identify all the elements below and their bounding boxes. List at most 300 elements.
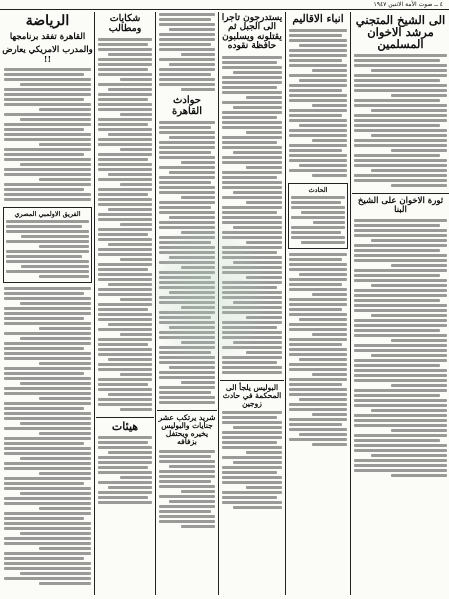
text-line: [354, 219, 447, 222]
text-line: [222, 471, 277, 474]
text-line: [169, 171, 215, 174]
text-line: [4, 352, 91, 355]
cairo-top-body: [157, 12, 217, 94]
text-line: [98, 123, 148, 126]
text-line: [98, 128, 152, 131]
text-line: [6, 240, 89, 243]
text-line: [289, 59, 342, 62]
text-line: [159, 460, 215, 463]
text-line: [222, 281, 282, 284]
text-line: [159, 311, 215, 314]
text-line: [6, 220, 89, 223]
text-line: [233, 261, 282, 264]
text-line: [98, 253, 152, 256]
text-line: [354, 164, 447, 167]
text-line: [98, 203, 152, 206]
text-line: [289, 298, 347, 301]
text-line: [289, 328, 347, 331]
text-line: [169, 465, 215, 468]
text-line: [291, 216, 345, 219]
text-line: [4, 427, 91, 430]
text-line: [313, 221, 345, 224]
text-line: [20, 382, 91, 385]
text-line: [222, 231, 282, 234]
text-line: [354, 224, 440, 227]
text-line: [108, 486, 152, 489]
text-line: [159, 356, 215, 359]
text-line: [289, 388, 347, 391]
text-line: [354, 54, 447, 57]
text-line: [222, 251, 277, 254]
text-line: [291, 201, 341, 204]
text-line: [4, 542, 91, 545]
text-line: [354, 364, 440, 367]
text-line: [120, 113, 152, 116]
column-rule: [285, 12, 286, 595]
text-line: [391, 339, 447, 342]
headline-bodies: هيئات: [111, 419, 139, 433]
text-line: [289, 149, 342, 152]
text-line: [222, 211, 277, 214]
text-line: [246, 351, 282, 354]
text-line: [98, 38, 152, 41]
text-line: [371, 239, 447, 242]
text-line: [159, 276, 211, 279]
text-line: [354, 269, 447, 272]
text-line: [98, 218, 152, 221]
text-line: [222, 81, 282, 84]
text-line: [6, 255, 82, 258]
text-line: [312, 69, 347, 72]
text-line: [98, 496, 148, 499]
text-line: [108, 451, 152, 454]
text-line: [98, 73, 152, 76]
text-line: [301, 211, 345, 214]
text-line: [354, 174, 447, 177]
text-line: [98, 43, 148, 46]
text-line: [222, 371, 282, 374]
text-line: [289, 89, 342, 92]
text-line: [354, 349, 447, 352]
text-line: [222, 466, 282, 469]
text-line: [246, 96, 282, 99]
text-line: [233, 461, 282, 464]
text-line: [222, 186, 282, 189]
text-line: [98, 501, 152, 504]
article-body-2: [352, 218, 449, 480]
text-line: [169, 326, 215, 329]
text-line: [6, 260, 89, 263]
text-line: [98, 278, 152, 281]
text-line: [222, 86, 277, 89]
text-line: [222, 126, 282, 129]
text-line: [299, 398, 347, 401]
text-line: [159, 156, 215, 159]
text-line: [222, 121, 282, 124]
headline-provinces: انباء الاقاليم: [292, 13, 344, 25]
text-line: [181, 88, 215, 91]
text-line: [98, 293, 152, 296]
text-line: [98, 353, 152, 356]
text-line: [222, 136, 282, 139]
text-line: [289, 368, 347, 371]
text-line: [354, 309, 447, 312]
text-line: [222, 336, 282, 339]
text-line: [39, 327, 91, 330]
text-line: [39, 432, 91, 435]
text-line: [159, 480, 211, 483]
text-line: [98, 446, 152, 449]
text-line: [4, 287, 91, 290]
text-line: [4, 577, 91, 580]
text-line: [222, 171, 282, 174]
text-line: [354, 344, 447, 347]
text-line: [4, 93, 91, 96]
text-line: [98, 288, 152, 291]
subhead-cairo-program: القاهرة تفقد برنامجها: [9, 31, 86, 42]
text-line: [222, 246, 282, 249]
text-line: [159, 296, 215, 299]
text-line: [4, 148, 91, 151]
text-line: [354, 424, 447, 427]
text-line: [233, 106, 282, 109]
text-line: [159, 206, 211, 209]
text-line: [291, 236, 345, 239]
text-line: [289, 64, 347, 67]
text-line: [159, 23, 215, 26]
column-sports: [2, 12, 93, 595]
text-line: [4, 342, 91, 345]
text-line: [354, 389, 447, 392]
text-line: [159, 401, 215, 404]
headline-sports: الرياضة: [25, 13, 70, 29]
text-line: [120, 476, 152, 479]
text-line: [181, 231, 215, 234]
text-line: [354, 249, 440, 252]
text-line: [289, 283, 342, 286]
column-merchant: [220, 12, 284, 595]
text-line: [39, 507, 91, 510]
text-line: [354, 374, 447, 377]
text-line: [354, 254, 447, 257]
text-line: [108, 323, 152, 326]
text-line: [4, 557, 84, 560]
text-line: [159, 286, 215, 289]
text-line: [371, 454, 447, 457]
text-line: [159, 236, 215, 239]
text-line: [108, 133, 152, 136]
text-line: [159, 510, 211, 513]
text-line: [159, 271, 215, 274]
text-line: [4, 517, 84, 520]
text-line: [289, 423, 342, 426]
text-line: [233, 151, 282, 154]
text-line: [354, 144, 447, 147]
text-line: [169, 63, 215, 66]
text-line: [312, 413, 347, 416]
text-line: [312, 139, 347, 142]
text-line: [233, 301, 282, 304]
text-line: [222, 441, 277, 444]
text-line: [4, 417, 91, 420]
text-line: [181, 196, 215, 199]
text-line: [289, 99, 347, 102]
text-line: [289, 129, 347, 132]
text-line: [289, 288, 347, 291]
text-line: [4, 103, 91, 106]
text-line: [354, 64, 447, 67]
text-line: [159, 78, 215, 81]
text-line: [39, 362, 91, 365]
text-line: [354, 59, 440, 62]
text-line: [354, 99, 440, 102]
text-line: [98, 118, 152, 121]
text-line: [354, 394, 440, 397]
text-line: [159, 33, 215, 36]
text-line: [159, 83, 215, 86]
text-line: [98, 383, 148, 386]
text-line: [246, 166, 282, 169]
text-line: [98, 233, 148, 236]
text-line: [312, 333, 347, 336]
text-line: [39, 582, 91, 585]
text-line: [289, 154, 347, 157]
text-line: [4, 168, 91, 171]
text-line: [108, 393, 152, 396]
text-line: [20, 163, 91, 166]
text-line: [181, 53, 215, 56]
sports-body-2: [2, 286, 93, 588]
text-line: [98, 273, 152, 276]
text-line: [169, 366, 215, 369]
text-line: [98, 238, 152, 241]
text-line: [222, 141, 277, 144]
text-line: [289, 323, 347, 326]
text-line: [120, 258, 152, 261]
text-line: [4, 477, 91, 480]
text-line: [159, 281, 215, 284]
text-line: [4, 138, 91, 141]
date-strip: ٤ ــ صوت الأمة الاثنين ١٩٤٧: [0, 0, 449, 10]
text-line: [159, 68, 215, 71]
text-line: [4, 497, 91, 500]
text-line: [98, 143, 152, 146]
text-line: [159, 450, 215, 453]
text-line: [289, 114, 342, 117]
text-line: [222, 296, 282, 299]
text-line: [222, 216, 282, 219]
text-line: [159, 186, 215, 189]
text-line: [98, 436, 152, 439]
text-line: [4, 367, 91, 370]
text-line: [289, 308, 342, 311]
text-line: [4, 377, 91, 380]
text-line: [181, 381, 215, 384]
text-line: [222, 446, 282, 449]
text-line: [159, 455, 211, 458]
text-line: [98, 93, 152, 96]
text-line: [391, 184, 447, 187]
text-line: [4, 467, 91, 470]
text-line: [312, 293, 347, 296]
text-line: [4, 183, 91, 186]
text-line: [39, 245, 89, 248]
text-line: [98, 403, 152, 406]
text-line: [4, 198, 91, 201]
text-line: [222, 476, 282, 479]
text-line: [98, 58, 152, 61]
text-line: [354, 304, 447, 307]
text-line: [371, 284, 447, 287]
text-line: [159, 495, 215, 498]
text-line: [312, 443, 347, 446]
text-line: [159, 211, 215, 214]
text-line: [98, 318, 152, 321]
olympic-team-title: الفريق الاولمبي المصري: [14, 209, 81, 218]
text-line: [4, 88, 91, 91]
text-line: [289, 353, 347, 356]
text-line: [4, 387, 91, 390]
text-line: [98, 213, 152, 216]
text-line: [354, 299, 440, 302]
text-line: [354, 469, 447, 472]
text-line: [98, 188, 152, 191]
text-line: [181, 266, 215, 269]
text-line: [289, 313, 347, 316]
text-line: [299, 124, 347, 127]
text-line: [291, 226, 345, 229]
text-line: [354, 259, 447, 262]
text-line: [354, 74, 447, 77]
incident-box: [288, 183, 348, 249]
text-line: [246, 316, 282, 319]
text-line: [169, 500, 215, 503]
text-line: [4, 412, 91, 415]
merchant-body: [220, 55, 284, 377]
text-line: [4, 292, 84, 295]
text-line: [289, 49, 347, 52]
provinces-body-2: [287, 252, 349, 449]
text-line: [98, 178, 152, 181]
text-line: [98, 193, 148, 196]
text-line: [354, 89, 447, 92]
text-line: [354, 329, 440, 332]
text-line: [222, 66, 282, 69]
text-line: [222, 176, 277, 179]
text-line: [4, 347, 84, 350]
text-line: [354, 84, 447, 87]
text-line: [4, 158, 91, 161]
text-line: [98, 103, 152, 106]
subhead-american-coach: والمدرب الامريكي يعارض !!: [2, 44, 93, 65]
text-line: [159, 396, 215, 399]
text-line: [371, 354, 447, 357]
text-line: [39, 397, 91, 400]
text-line: [371, 69, 447, 72]
text-line: [354, 439, 440, 442]
text-line: [169, 291, 215, 294]
text-line: [222, 256, 282, 259]
text-line: [120, 223, 152, 226]
text-line: [222, 421, 282, 424]
text-line: [159, 226, 215, 229]
text-line: [354, 289, 447, 292]
text-line: [354, 119, 447, 122]
text-line: [222, 346, 282, 349]
cairo-body: [157, 120, 217, 407]
text-line: [159, 351, 211, 354]
text-line: [222, 291, 282, 294]
text-line: [289, 119, 347, 122]
text-line: [289, 109, 347, 112]
text-line: [6, 230, 89, 233]
text-line: [98, 268, 148, 271]
text-line: [233, 191, 282, 194]
text-line: [98, 163, 152, 166]
text-line: [4, 452, 91, 455]
text-line: [222, 271, 282, 274]
text-line: [4, 482, 84, 485]
text-line: [289, 348, 347, 351]
text-line: [21, 235, 89, 238]
text-line: [4, 567, 91, 570]
text-line: [222, 356, 282, 359]
text-line: [181, 525, 215, 528]
text-line: [98, 481, 152, 484]
text-line: [354, 274, 440, 277]
column-complaints: [96, 12, 154, 595]
text-line: [246, 276, 282, 279]
text-line: [159, 371, 215, 374]
text-line: [391, 384, 447, 387]
text-line: [4, 402, 91, 405]
text-line: [299, 273, 347, 276]
text-line: [222, 236, 282, 239]
text-line: [159, 141, 215, 144]
text-line: [159, 166, 215, 169]
incident-box-title: الحادث: [308, 186, 328, 195]
text-line: [159, 321, 215, 324]
text-line: [4, 357, 91, 360]
text-line: [299, 44, 347, 47]
text-line: [98, 471, 152, 474]
text-line: [159, 58, 215, 61]
text-line: [354, 159, 447, 162]
text-line: [222, 436, 282, 439]
text-line: [391, 149, 447, 152]
text-line: [289, 338, 347, 341]
text-line: [4, 552, 91, 555]
text-line: [6, 225, 82, 228]
text-line: [222, 326, 277, 329]
text-line: [181, 341, 215, 344]
text-line: [4, 68, 91, 71]
text-line: [20, 337, 91, 340]
text-line: [39, 472, 91, 475]
text-line: [159, 331, 215, 334]
text-line: [354, 414, 447, 417]
text-line: [120, 333, 152, 336]
text-line: [354, 154, 440, 157]
article-body-1: [352, 53, 449, 190]
text-line: [4, 462, 91, 465]
text-line: [159, 121, 215, 124]
text-line: [98, 308, 148, 311]
text-line: [289, 403, 347, 406]
text-line: [4, 98, 84, 101]
headline-merchant: يستدرجون تاجرا الى الجبل ثم يقتلونه ويسلبون حافظة نقوده: [221, 13, 283, 52]
text-line: [159, 181, 211, 184]
